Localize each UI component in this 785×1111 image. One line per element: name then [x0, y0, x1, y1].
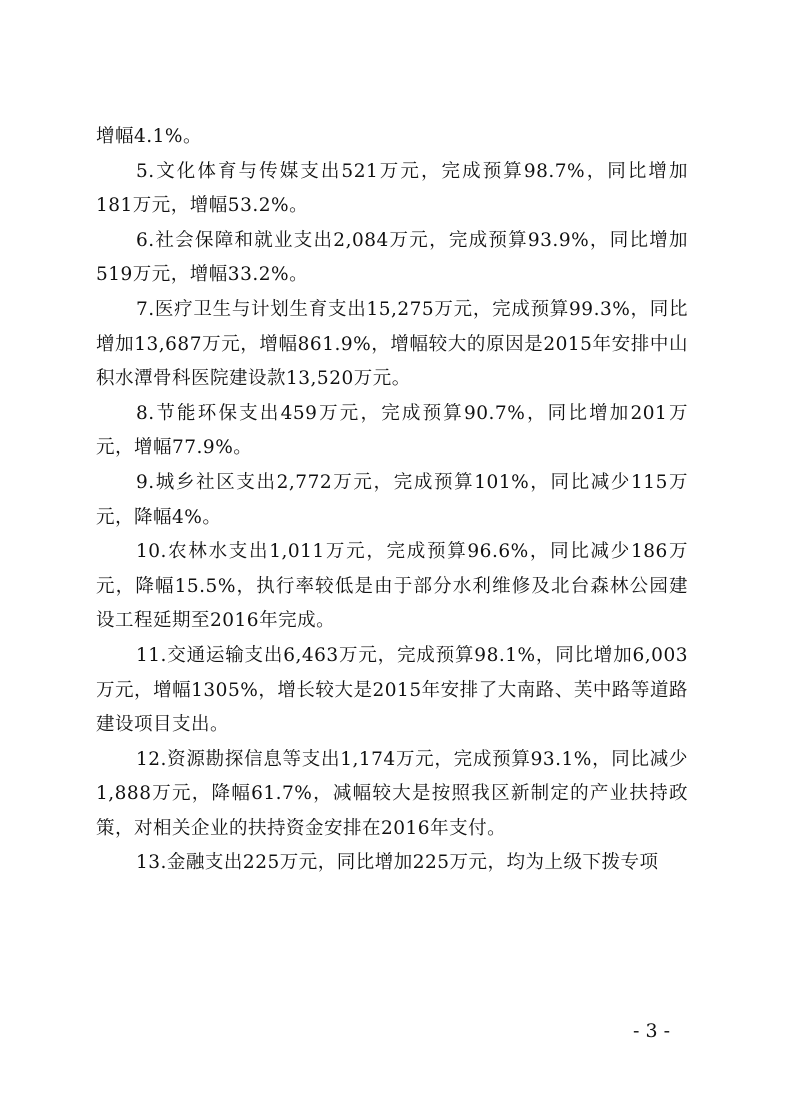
- paragraph-urban-rural: 9.城乡社区支出2,772万元，完成预算101%，同比减少115万元，降幅4%。: [96, 471, 688, 528]
- paragraph-resources: 12.资源勘探信息等支出1,174万元，完成预算93.1%，同比减少1,888万元，降幅61.7%，减幅较大是按照我区新制定的产业扶持政策，对相关企业的扶持资金安排在2016年支付。: [96, 748, 688, 839]
- paragraph-culture-sports-media: 5.文化体育与传媒支出521万元，完成预算98.7%，同比增加181万元，增幅53.2%。: [96, 160, 688, 217]
- body-text: [96, 120, 688, 881]
- paragraph-transport: 11.交通运输支出6,463万元，完成预算98.1%，同比增加6,003万元，增幅1305%，增长较大是2015年安排了大南路、芙中路等道路建设项目支出。: [96, 644, 688, 736]
- paragraph-continuation: 增幅4.1%。: [96, 126, 203, 147]
- paragraph-agriculture: 10.农林水支出1,011万元，完成预算96.6%，同比减少186万元，降幅15.5%，执行率较低是由于部分水利维修及北台森林公园建设工程延期至2016年完成。: [96, 541, 688, 632]
- paragraph-health: 7.医疗卫生与计划生育支出15,275万元，完成预算99.3%，同比增加13,687万元，增幅861.9%，增幅较大的原因是2015年安排中山积水潭骨科医院建设款13,520万元。: [96, 298, 688, 390]
- paragraph-social-security: 6.社会保障和就业支出2,084万元，完成预算93.9%，同比增加519万元，增幅33.2%。: [96, 229, 688, 286]
- paragraph-environment: 8.节能环保支出459万元，完成预算90.7%，同比增加201万元，增幅77.9%。: [96, 402, 688, 459]
- page-number: - 3 -: [632, 1020, 670, 1042]
- paragraph-finance: 13.金融支出225万元，同比增加225万元，均为上级下拨专项: [136, 852, 659, 874]
